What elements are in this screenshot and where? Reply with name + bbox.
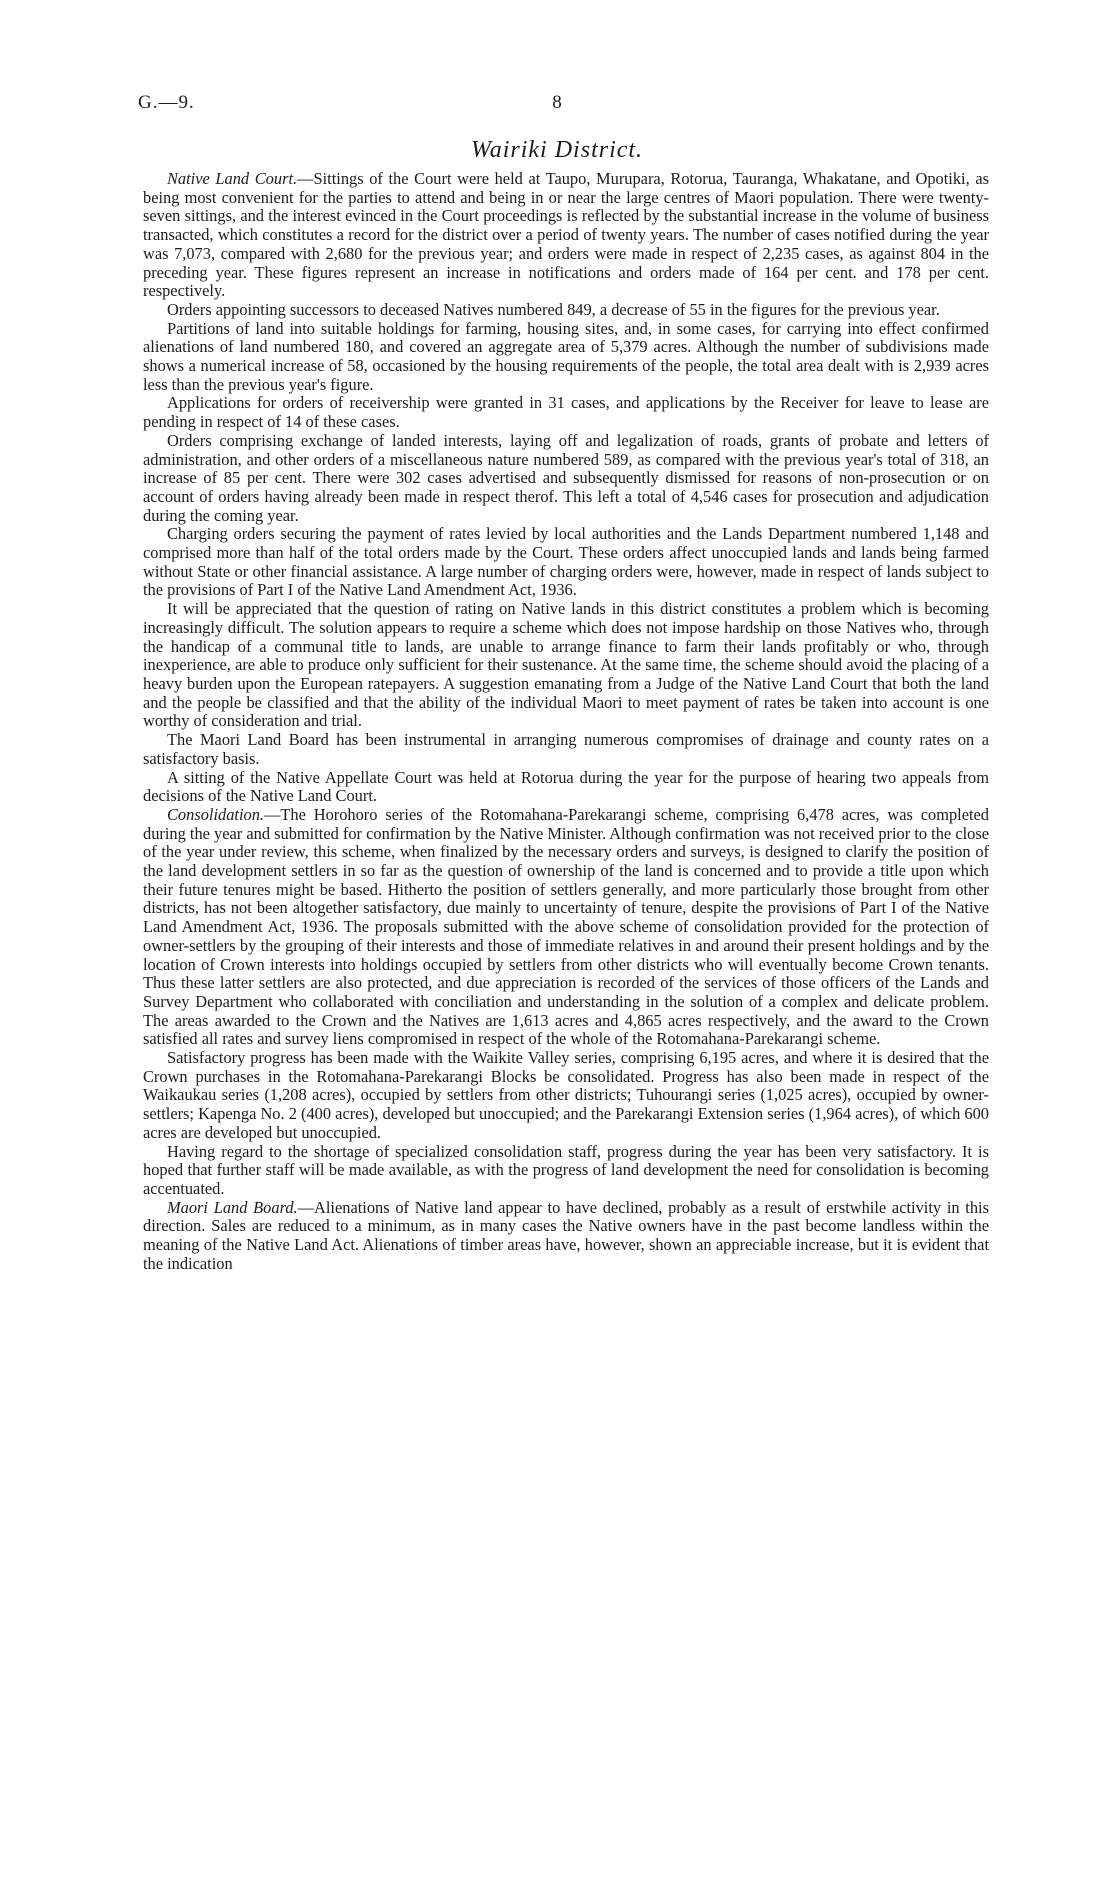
paragraph-text: It will be appreciated that the question of rating on Native lands in this district constitutes a problem which is becoming increasingly difficult. The solution appears to require a scheme which does not impose hardship on those Natives who, through the handicap of a communal title to lands, are unable to arrange finance to farm their lands profitably or who, through inexperience, are able to produce only sufficient for their sustenance. At the same time, the scheme should avoid the placing of a heavy burden upon the European ratepayers. A suggestion emanating from a Judge of the Native Land Court that both the land and the people be classified and that the ability of the individual Maori to meet payment of rates be taken into account is one worthy of consideration and trial. bbox=[143, 599, 989, 731]
paragraph bbox=[143, 320, 989, 395]
paragraph bbox=[143, 394, 989, 431]
paragraph bbox=[143, 731, 989, 768]
body-text bbox=[143, 170, 989, 1273]
paragraph bbox=[143, 1049, 989, 1143]
paragraph-consolidation bbox=[143, 806, 989, 1049]
document-code: G.—9. bbox=[138, 92, 195, 113]
paragraph-lead: Native Land Court. bbox=[167, 169, 298, 188]
paragraph bbox=[143, 600, 989, 731]
page-header bbox=[138, 92, 976, 120]
paragraph bbox=[143, 1143, 989, 1199]
paragraph-text: Applications for orders of receivership were granted in 31 cases, and applications by the Receiver for leave to lease are pending in respect of 14 of these cases. bbox=[143, 393, 989, 432]
paragraph-text: Satisfactory progress has been made with the Waikite Valley series, comprising 6,195 acres, and where it is desired that the Crown purchases in the Rotomahana-Parekarangi Blocks be consolidated. Progress has also been made in respect of the Waikaukau series (1,208 acres), occupied by settlers from other districts; Tuhourangi series (1,025 acres), occupied by owner-settlers; Kapenga No. 2 (400 acres), developed but unoccupied; and the Parekarangi Extension series (1,964 acres), of which 600 acres are developed but unoccupied. bbox=[143, 1048, 989, 1142]
paragraph-text: Orders appointing successors to deceased Natives numbered 849, a decrease of 55 in the figures for the previous year. bbox=[167, 299, 940, 319]
paragraph-text: —The Horohoro series of the Rotomahana-Parekarangi scheme, comprising 6,478 acres, was completed during the year and submitted for confirmation by the Native Minister. Although confirmation was not received prior to the close of the year under review, this scheme, when finalized by the necessary orders and surveys, is designed to clarify the position of the land development settlers in so far as the question of ownership of the land is concerned and to provide a title upon which their future tenures might be based. Hitherto the position of settlers generally, and more particularly those brought from other districts, has not been altogether satisfactory, due mainly to uncertainty of tenure, despite the provisions of Part I of the Native Land Amendment Act, 1936. The proposals submitted with the above scheme of consolidation provided for the protection of owner-settlers by the grouping of their interests and those of immediate relatives in and around their present holdings and by the location of Crown interests into holdings occupied by settlers from other districts who will eventually become Crown tenants. Thus these latter settlers are also protected, and due appreciation is recorded of the services of those officers of the Lands and Survey Department who collaborated with conciliation and understanding in the solution of a complex and delicate problem. The areas awarded to the Crown and the Natives are 1,613 acres and 4,865 acres respectively, and the award to the Crown satisfied all rates and survey liens compromised in respect of the whole of the Rotomahana-Parekarangi scheme. bbox=[143, 804, 989, 1049]
section-title: Wairiki District. bbox=[470, 137, 644, 163]
paragraph-text: —Alienations of Native land appear to have declined, probably as a result of erstwhile activity in this direction. Sales are reduced to a minimum, as in many cases the Native owners have in the past become landless within the meaning of the Native Land Act. Alienations of timber areas have, however, shown an appreciable increase, but it is evident that the indication bbox=[143, 1197, 989, 1273]
paragraph-text: Partitions of land into suitable holdings for farming, housing sites, and, in some cases, for carrying into effect confirmed alienations of land numbered 180, and covered an aggregate area of 5,379 acres. Although the number of subdivisions made shows a numerical increase of 58, occasioned by the housing requirements of the people, the total area dealt with is 2,939 acres less than the previous year's figure. bbox=[143, 318, 989, 394]
paragraph-text: —Sittings of the Court were held at Taupo, Murupara, Rotorua, Tauranga, Whakatane, and Opotiki, as being most convenient for the parties to attend and being in or near the large centres of Maori population. There were twenty-seven sittings, and the interest evinced in the Court proceedings is reflected by the substantial increase in the volume of business transacted, which constitutes a record for the district over a period of twenty years. The number of cases notified during the year was 7,073, compared with 2,680 for the previous year; and orders were made in respect of 2,235 cases, as against 804 in the preceding year. These figures represent an increase in notifications and orders made of 164 per cent. and 178 per cent. respectively. bbox=[143, 169, 989, 301]
paragraph bbox=[143, 525, 989, 600]
page-number: 8 bbox=[552, 92, 562, 113]
paragraph-text: Orders comprising exchange of landed interests, laying off and legalization of roads, grants of probate and letters of administration, and other orders of a miscellaneous nature numbered 589, as compared with the previous year's total of 318, an increase of 85 per cent. There were 302 cases advertised and subsequently dismissed for reasons of non-prosecution or on account of orders having already been made in respect therof. This left a total of 4,546 cases for prosecution and adjudication during the coming year. bbox=[143, 430, 989, 525]
paragraph bbox=[143, 769, 989, 806]
paragraph-text: The Maori Land Board has been instrumental in arranging numerous compromises of drainage and county rates on a satisfactory basis. bbox=[143, 730, 989, 768]
paragraph-maori-land-board bbox=[143, 1199, 989, 1274]
paragraph-lead: Maori Land Board. bbox=[167, 1197, 298, 1217]
paragraph bbox=[143, 432, 989, 526]
paragraph-native-land-court bbox=[143, 170, 989, 301]
paragraph-text: A sitting of the Native Appellate Court was held at Rotorua during the year for the purpose of hearing two appeals from decisions of the Native Land Court. bbox=[143, 767, 989, 806]
paragraph-text: Charging orders securing the payment of rates levied by local authorities and the Lands Department numbered 1,148 and comprised more than half of the total orders made by the Court. These orders affect unoccupied lands and lands being farmed without State or other financial assistance. A large number of charging orders were, however, made in respect of lands subject to the provisions of Part I of the Native Land Amendment Act, 1936. bbox=[143, 524, 989, 600]
paragraph-lead: Consolidation. bbox=[167, 804, 264, 824]
paragraph bbox=[143, 301, 989, 320]
paragraph-text: Having regard to the shortage of specialized consolidation staff, progress during the year has been very satisfactory. It is hoped that further staff will be made available, as with the progress of land development the need for consolidation is becoming accentuated. bbox=[143, 1141, 989, 1198]
